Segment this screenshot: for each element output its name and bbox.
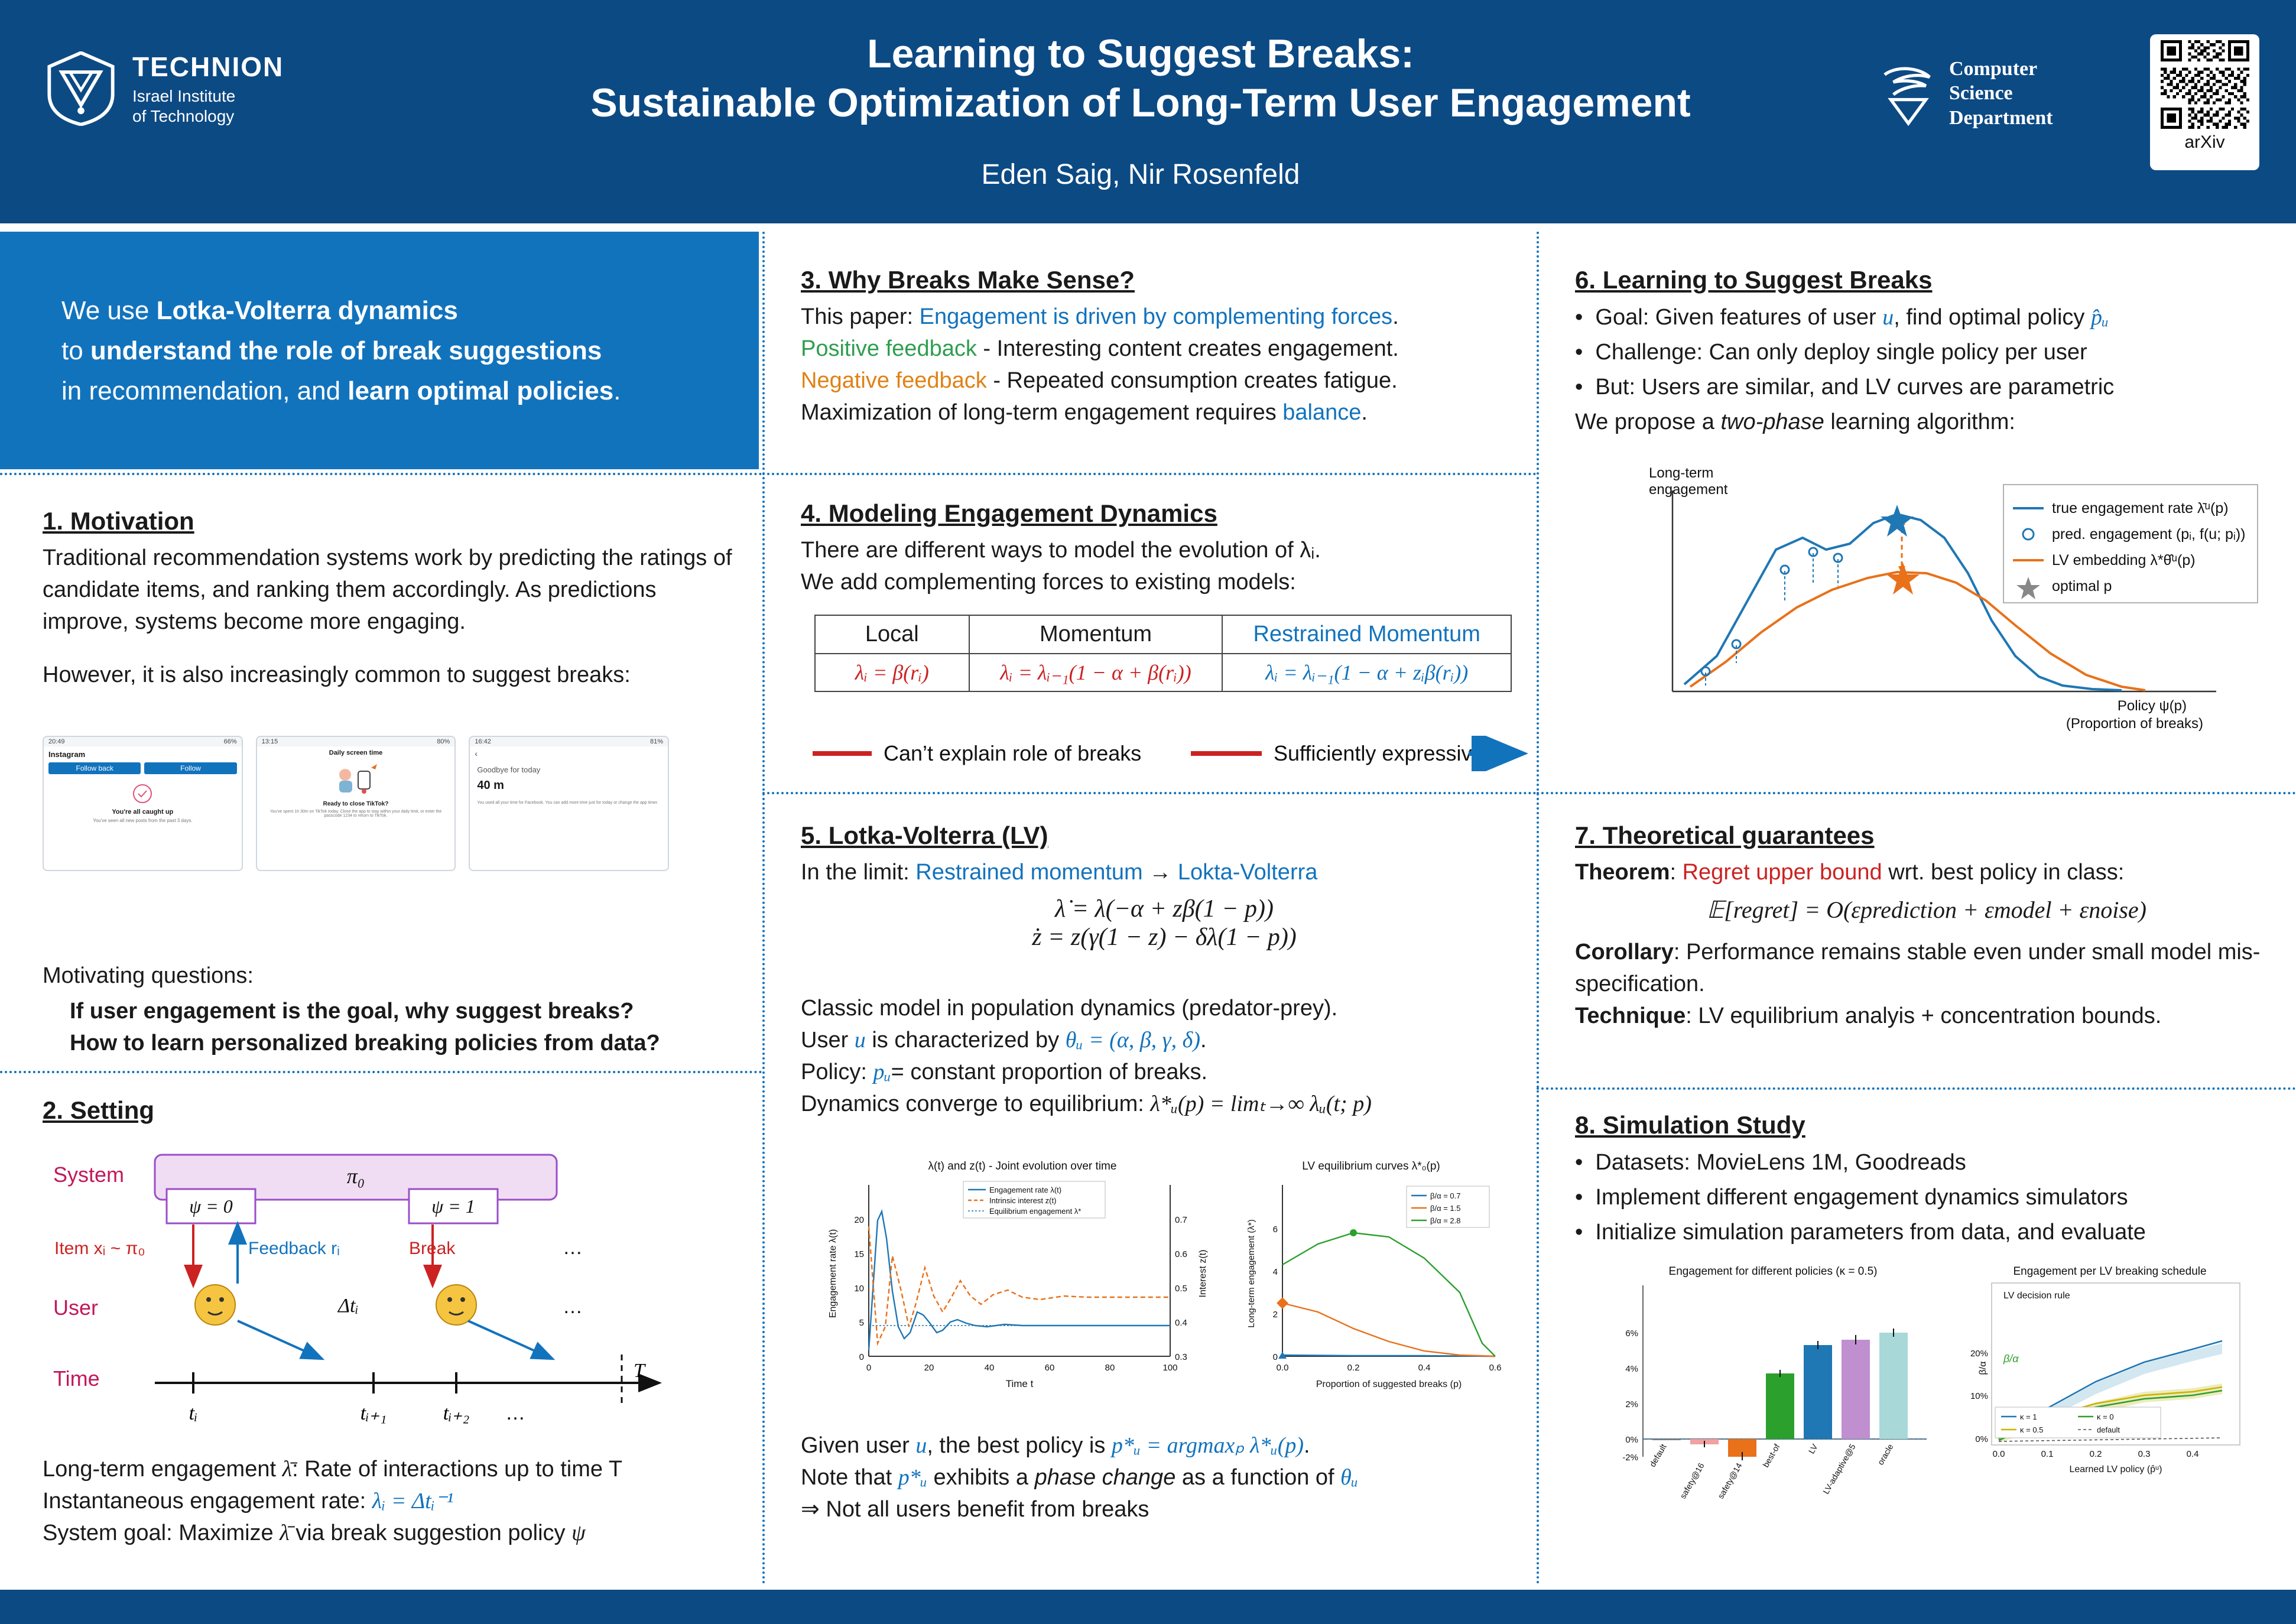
section-5-title: 5. Lotka-Volterra (LV) — [801, 821, 1048, 849]
svg-text:0.0: 0.0 — [1276, 1363, 1289, 1373]
svg-text:β/α: β/α — [1978, 1361, 1988, 1375]
sec3-l2b: - Interesting content creates engagement. — [976, 336, 1399, 361]
divider-sec1-sec2 — [0, 1071, 762, 1073]
svg-text:80: 80 — [1105, 1363, 1115, 1373]
sec5-limit-b: Restrained momentum — [915, 860, 1143, 885]
models-table — [814, 615, 1512, 692]
svg-text:Proportion of suggested breaks: Proportion of suggested breaks (p) — [1316, 1379, 1462, 1389]
sec2-foot3c: via break suggestion policy — [289, 1520, 572, 1545]
motivating-questions — [43, 960, 740, 1060]
section-1-paragraph-2: However, it is also increasingly common to suggest breaks: — [43, 662, 631, 687]
bar-lv — [1804, 1345, 1832, 1439]
chart8-left-title: Engagement for different policies (κ = 0.5) — [1668, 1265, 1878, 1278]
svg-text:Learned LV policy (p̂ᵘ): Learned LV policy (p̂ᵘ) — [2069, 1464, 2162, 1474]
sec5-p2c: is characterized by — [865, 1027, 1066, 1053]
sec5-c2d: phase change — [1034, 1464, 1176, 1490]
divider-sec3-sec4 — [762, 473, 1537, 475]
section-setting — [43, 1096, 752, 1132]
sec5-equation-2: ż = z(γ(1 − z) − δλ(1 − p)) — [1032, 923, 1297, 951]
setting-diagram — [43, 1146, 740, 1457]
section-4-title: 4. Modeling Engagement Dynamics — [801, 499, 1217, 527]
sec5-c1c: , the best policy is — [927, 1433, 1112, 1458]
section-8-bullets — [1575, 1146, 2278, 1249]
phone3-title: Goodbye for today — [477, 765, 541, 774]
intro-l3c: . — [613, 376, 621, 406]
sec2-foot3b: λ̄ — [280, 1520, 290, 1545]
divider-sec7-sec8 — [1537, 1087, 2296, 1090]
svg-text:Item xᵢ ~ π₀: Item xᵢ ~ π₀ — [54, 1239, 145, 1258]
svg-text:β/α = 2.8: β/α = 2.8 — [1430, 1216, 1461, 1225]
technion-emblem-icon — [46, 51, 116, 126]
svg-text:20: 20 — [924, 1363, 934, 1373]
svg-text:20%: 20% — [1970, 1349, 1988, 1359]
sec5-limit-line — [801, 857, 1528, 889]
svg-text:tᵢ: tᵢ — [189, 1402, 198, 1424]
svg-text:tᵢ₊₂: tᵢ₊₂ — [443, 1402, 470, 1424]
sec6-line-4 — [1575, 406, 2272, 439]
sec6-bullet-3: • But: Users are similar, and LV curves are parametric — [1575, 375, 2115, 400]
section-modeling — [801, 499, 1528, 599]
chart-joint-title: λ(t) and z(t) - Joint evolution over time — [928, 1160, 1117, 1172]
sec6-b3: But: Users are similar, and LV curves are parametric — [1595, 375, 2115, 400]
svg-text:0: 0 — [1272, 1352, 1278, 1362]
cs-swoosh-icon — [1879, 61, 1936, 126]
sec7-thm-b: Regret upper bound — [1682, 860, 1882, 885]
sec5-paragraph-1: Classic model in population dynamics (predator-prey). — [801, 996, 1338, 1021]
svg-text:T: T — [634, 1360, 645, 1382]
svg-text:Long-term engagement (λ*): Long-term engagement (λ*) — [1246, 1219, 1256, 1328]
svg-text:0.4: 0.4 — [1418, 1363, 1431, 1373]
sec7-corollary-line — [1575, 937, 2278, 1001]
sec5-paragraph-2 — [801, 1025, 1528, 1057]
sec6-bullet-1: • Goal: Given features of user u, find optimal policy p̂ᵤ — [1575, 305, 2109, 330]
sec8-bullet-3: • Initialize simulation parameters from data, and evaluate — [1575, 1220, 2146, 1245]
svg-text:Engagement rate λ(t): Engagement rate λ(t) — [828, 1229, 838, 1318]
svg-text:10%: 10% — [1970, 1391, 1988, 1401]
bar-label-safety16: safety@16 — [1678, 1461, 1706, 1500]
sec2-foot-1 — [43, 1454, 769, 1486]
check-circle-icon — [132, 784, 152, 804]
sec2-foot3d: ψ — [571, 1520, 586, 1545]
sec5-limit-d: Lokta-Volterra — [1177, 860, 1318, 885]
chart6-ylabel-line2: engagement — [1649, 482, 1728, 498]
svg-text:0%: 0% — [1625, 1435, 1638, 1445]
svg-text:Engagement rate λ(t): Engagement rate λ(t) — [989, 1185, 1062, 1194]
svg-text:40: 40 — [984, 1363, 995, 1373]
svg-text:π₀: π₀ — [346, 1164, 365, 1188]
sec3-l2a: Positive feedback — [801, 336, 977, 361]
sec2-foot-3 — [43, 1518, 769, 1550]
sec5-limit-c: → — [1142, 860, 1178, 885]
table-cell-local-eq: λᵢ = β(rᵢ) — [815, 654, 969, 691]
sec6-b1c: , find optimal policy — [1894, 305, 2091, 330]
bar-oracle — [1879, 1333, 1908, 1439]
svg-text:0: 0 — [866, 1363, 872, 1373]
optimal-star-lv — [1886, 563, 1920, 595]
bar-label-best-of: best-of — [1761, 1442, 1782, 1469]
intro-l3a: in recommendation, and — [61, 376, 348, 406]
table-cell-momentum-eq: λᵢ = λᵢ₋₁(1 − α + β(rᵢ)) — [969, 654, 1223, 691]
optimal-star-true — [1881, 505, 1914, 537]
sec7-equation: 𝔼[regret] = O(εprediction + εmodel + εnoise) — [1706, 896, 2146, 923]
arxiv-label: arXiv — [2184, 132, 2225, 152]
intro-l2a: to — [61, 336, 90, 366]
svg-text:0.0: 0.0 — [1992, 1449, 2005, 1459]
svg-text:4: 4 — [1272, 1267, 1278, 1277]
phone3-subtext: You used all your time for Facebook. You can add more time just for today or change the app timer. — [477, 801, 658, 805]
table-header-restrained: Restrained Momentum — [1222, 615, 1511, 654]
intro-banner — [0, 232, 759, 469]
chart-lv-title: LV equilibrium curves λ*₀(p) — [1302, 1160, 1440, 1172]
sec3-l3a: Negative feedback — [801, 368, 987, 393]
svg-text:4%: 4% — [1625, 1364, 1638, 1374]
sec7-corollary-text: : Performance remains stable even under small model mis-specification. — [1575, 939, 2261, 996]
sec5-p2e: . — [1200, 1027, 1207, 1053]
phone1-caption: You're all caught up — [112, 808, 174, 816]
section-why-breaks — [801, 266, 1522, 429]
svg-text:κ = 0.5: κ = 0.5 — [2020, 1425, 2044, 1434]
sec5-c2b: p*ᵤ — [898, 1464, 927, 1490]
intro-l3b: learn optimal policies — [348, 376, 614, 406]
phone3-time: 16:42 — [475, 738, 491, 745]
expressiveness-legend — [801, 736, 1534, 771]
sec3-l4c: . — [1361, 399, 1368, 425]
break-illustration-icon — [327, 762, 384, 797]
svg-text:ψ = 1: ψ = 1 — [431, 1196, 475, 1217]
sec6-b2: Challenge: Can only deploy single policy per user — [1595, 340, 2087, 365]
svg-text:Interest z(t): Interest z(t) — [1198, 1249, 1208, 1298]
intro-l2b: understand the role of break suggestions — [90, 336, 602, 366]
legend-true-engagement: true engagement rate λ̄ᵘ(p) — [2052, 500, 2229, 517]
section-6-title: 6. Learning to Suggest Breaks — [1575, 266, 1933, 294]
arxiv-qr-code[interactable] — [2150, 34, 2259, 170]
svg-text:0: 0 — [859, 1352, 864, 1362]
section-3-title: 3. Why Breaks Make Sense? — [801, 266, 1135, 294]
sec3-l1c: . — [1392, 304, 1399, 329]
phone-screenshot-tiktok — [256, 736, 456, 871]
lv-series-1p5 — [1282, 1303, 1495, 1356]
svg-text:Time: Time — [53, 1366, 100, 1391]
svg-text:Intrinsic interest z(t): Intrinsic interest z(t) — [989, 1196, 1057, 1205]
divider-col2-col3 — [1537, 232, 1539, 1585]
section-1-title: 1. Motivation — [43, 507, 194, 535]
motivating-question-2: How to learn personalized breaking policies from data? — [70, 1030, 660, 1055]
table-row — [815, 654, 1511, 691]
phone1-app-name: Instagram — [48, 750, 86, 759]
sec5-p2a: User — [801, 1027, 855, 1053]
sec5-c1a: Given user — [801, 1433, 916, 1458]
sec7-technique-line — [1575, 1001, 2278, 1032]
sec2-foot3a: System goal: Maximize — [43, 1520, 280, 1545]
svg-text:Time t: Time t — [1005, 1378, 1034, 1389]
phone1-button-follow[interactable]: Follow — [144, 762, 236, 774]
intro-text — [61, 291, 723, 412]
svg-text:β/α = 1.5: β/α = 1.5 — [1430, 1204, 1461, 1213]
chart6-xlabel-line1: Policy ψ(p) — [2117, 698, 2187, 714]
intro-l1a: We use — [61, 296, 157, 325]
svg-text:ψ = 0: ψ = 0 — [189, 1196, 233, 1217]
chart6-ylabel-line1: Long-term — [1649, 465, 1714, 481]
sec4-paragraph-2: We add complementing forces to existing models: — [801, 569, 1296, 595]
title-line-2: Sustainable Optimization of Long-Term User Engagement — [590, 80, 1691, 125]
sec8-bullet-2: • Implement different engagement dynamics simulators — [1575, 1185, 2128, 1210]
sec3-l1b: Engagement is driven by complementing forces — [919, 304, 1393, 329]
chart8-beta-alpha-label: β/α — [2003, 1353, 2019, 1365]
simulation-charts — [1596, 1262, 2281, 1510]
sec2-foot1b: λ̄ — [282, 1457, 293, 1482]
svg-text:0.5: 0.5 — [1175, 1284, 1187, 1294]
svg-text:0.7: 0.7 — [1175, 1215, 1187, 1225]
two-phase-algorithm-chart — [1590, 455, 2287, 745]
sec3-l1a: This paper: — [801, 304, 920, 329]
svg-text:60: 60 — [1044, 1363, 1055, 1373]
section-2-title: 2. Setting — [43, 1096, 155, 1124]
cs-line-2: Science — [1949, 82, 2013, 105]
sec2-foot-2 — [43, 1486, 769, 1518]
technion-logo — [46, 51, 284, 126]
sec5-equation-1: λ̇ = λ(−α + zβ(1 − p)) — [1054, 895, 1274, 923]
sec4-paragraph-1: There are different ways to model the evolution of λᵢ. — [801, 538, 1321, 563]
svg-text:0%: 0% — [1975, 1434, 1988, 1444]
lv-charts — [816, 1155, 1513, 1409]
svg-text:15: 15 — [854, 1249, 864, 1259]
sec6-b1a: Goal: Given features of user — [1595, 305, 1883, 330]
svg-text:0.2: 0.2 — [1347, 1363, 1360, 1373]
phone3-battery: 81% — [649, 738, 664, 745]
svg-text:β/α = 0.7: β/α = 0.7 — [1430, 1191, 1461, 1200]
technion-sub1: Israel Institute — [132, 87, 236, 105]
sec7-technique-label: Technique — [1575, 1003, 1686, 1028]
svg-text:Sufficiently expressive: Sufficiently expressive — [1274, 741, 1484, 765]
section-lotka-volterra — [801, 821, 1528, 951]
cs-line-1: Computer — [1949, 58, 2038, 80]
section-5-conclusion — [801, 1430, 1528, 1526]
sec5-c2e: as a function of — [1175, 1464, 1341, 1490]
svg-text:5: 5 — [859, 1318, 864, 1328]
phone1-button-follow-back[interactable]: Follow back — [48, 762, 141, 774]
intro-l1b: Lotka-Volterra dynamics — [156, 296, 458, 325]
phone-screenshot-facebook — [469, 736, 669, 871]
sec6-bullet-2: • Challenge: Can only deploy single policy per user — [1575, 340, 2087, 365]
svg-text:6%: 6% — [1625, 1329, 1638, 1339]
sec6-b1d: p̂ᵤ — [2090, 305, 2109, 330]
svg-text:0.3: 0.3 — [1175, 1352, 1187, 1362]
phone2-time: 13:15 — [261, 738, 278, 745]
phone2-subtext: You've spent 1h 30m on TikTok today. Close the app to stay within your daily limit, or enter the passcode 1234 to return to TikTok. — [269, 810, 442, 818]
sec2-foot1c: : Rate of interactions up to time T — [292, 1457, 623, 1482]
sec5-p3a: Policy: — [801, 1059, 873, 1084]
poster-header — [0, 0, 2296, 223]
back-arrow-icon[interactable]: ‹ — [475, 749, 478, 758]
svg-text:tᵢ₊₁: tᵢ₊₁ — [360, 1402, 387, 1424]
sec6-b4a: We propose a — [1575, 410, 1721, 435]
bar-label-safety14: safety@14 — [1716, 1461, 1744, 1500]
phone2-title: Daily screen time — [329, 749, 383, 756]
table-header-momentum: Momentum — [969, 615, 1223, 654]
technion-sub2: of Technology — [132, 107, 235, 126]
svg-text:0.6: 0.6 — [1175, 1249, 1187, 1259]
svg-text:default: default — [2097, 1425, 2120, 1434]
sec5-limit-a: In the limit: — [801, 860, 916, 885]
section-learning-to-suggest — [1575, 266, 2272, 441]
divider-sec4-sec5 — [762, 792, 1537, 794]
svg-text:κ = 1: κ = 1 — [2020, 1412, 2037, 1421]
phone2-battery: 80% — [437, 738, 450, 745]
title-line-1: Learning to Suggest Breaks: — [867, 31, 1414, 76]
svg-text:0.6: 0.6 — [1489, 1363, 1502, 1373]
bar-default — [1652, 1439, 1681, 1440]
section-motivation — [43, 507, 740, 691]
sec5-p4a: Dynamics converge to equilibrium: — [801, 1091, 1151, 1116]
section-6-bullets — [1575, 301, 2272, 439]
authors: Eden Saig, Nir Rosenfeld — [981, 159, 1300, 190]
phone-screenshot-row — [43, 736, 669, 869]
sec3-l4b: balance — [1282, 399, 1362, 425]
sec8-bullet-1: • Datasets: MovieLens 1M, Goodreads — [1575, 1150, 1966, 1175]
sec5-p2b: u — [854, 1027, 866, 1053]
bar-label-lv: LV — [1806, 1442, 1820, 1456]
bar-lv-adaptive — [1842, 1340, 1870, 1439]
sec3-line-3 — [801, 365, 1522, 397]
svg-text:…: … — [563, 1236, 583, 1259]
legend-optimal-p: optimal p — [2052, 578, 2112, 595]
section-theoretical-guarantees — [1575, 821, 2278, 1032]
sec6-b4b: two-phase — [1720, 410, 1824, 435]
svg-text:6: 6 — [1272, 1225, 1278, 1235]
sec5-conclusion-1 — [801, 1430, 1528, 1462]
svg-text:100: 100 — [1162, 1363, 1178, 1373]
section-7-title: 7. Theoretical guarantees — [1575, 821, 1875, 849]
sec3-line-1 — [801, 301, 1522, 333]
phone1-time: 20:49 — [48, 738, 65, 745]
sec3-line-2 — [801, 333, 1522, 365]
sec8-b3: Initialize simulation parameters from data, and evaluate — [1595, 1220, 2146, 1245]
cs-department-logo — [1879, 57, 2053, 130]
sec3-line-4 — [801, 397, 1522, 429]
phone-screenshot-instagram — [43, 736, 243, 871]
sec8-b1: Datasets: MovieLens 1M, Goodreads — [1595, 1150, 1966, 1175]
table-header-local: Local — [815, 615, 969, 654]
svg-text:Feedback rᵢ: Feedback rᵢ — [248, 1239, 340, 1258]
svg-text:0.2: 0.2 — [2089, 1449, 2102, 1459]
qr-code-icon — [2161, 40, 2249, 129]
sec5-c1b: u — [915, 1433, 927, 1458]
technion-name: TECHNION — [132, 51, 284, 82]
svg-text:0.1: 0.1 — [2041, 1449, 2054, 1459]
section-simulation-study — [1575, 1111, 2278, 1251]
page-title — [449, 30, 1832, 128]
bar-label-default: default — [1647, 1442, 1668, 1469]
bar-label-oracle: oracle — [1875, 1442, 1895, 1467]
phone3-big-value: 40 m — [477, 779, 504, 792]
sec2-foot2b: λᵢ = Δtᵢ⁻¹ — [372, 1488, 454, 1513]
sec7-corollary-label: Corollary — [1575, 939, 1674, 964]
sec7-theorem-label: Theorem — [1575, 860, 1670, 885]
svg-text:Break: Break — [409, 1239, 456, 1258]
bar-label-lv-adaptive: LV-adaptive@5 — [1821, 1442, 1857, 1496]
section-1-paragraph-1: Traditional recommendation systems work by predicting the ratings of candidate items, and ranking them accordingly. As predictions improve, systems become more engaging. — [43, 545, 732, 634]
legend-lv-embedding: LV embedding λ*θ̂ᵘ(p) — [2052, 552, 2196, 569]
cs-line-3: Department — [1949, 106, 2053, 129]
svg-text:User: User — [53, 1295, 99, 1320]
svg-text:System: System — [53, 1162, 125, 1187]
sec5-c2c: exhibits a — [927, 1464, 1035, 1490]
bar-best-of — [1766, 1373, 1794, 1439]
sec2-foot2a: Instantaneous engagement rate: — [43, 1488, 372, 1513]
sec5-paragraph-3 — [801, 1057, 1528, 1089]
svg-text:0.3: 0.3 — [2138, 1449, 2151, 1459]
lv-series-2p8 — [1282, 1233, 1495, 1356]
sec5-p4b: λ*ᵤ(p) = limₜ→∞ λᵤ(t; p) — [1150, 1091, 1372, 1116]
sec5-c2f: θᵤ — [1340, 1464, 1358, 1490]
divider-col1-col2 — [762, 232, 765, 1585]
sec7-thm-c: wrt. best policy in class: — [1882, 860, 2125, 885]
phone1-battery: 66% — [223, 738, 237, 745]
svg-text:-2%: -2% — [1622, 1453, 1638, 1463]
sec5-p3b: pᵤ — [873, 1059, 891, 1084]
sec8-b2: Implement different engagement dynamics simulators — [1595, 1185, 2128, 1210]
sec5-c1d: p*ᵤ = argmaxₚ λ*ᵤ(p) — [1111, 1433, 1304, 1458]
svg-text:0.4: 0.4 — [2186, 1449, 2199, 1459]
svg-text:2: 2 — [1272, 1310, 1278, 1320]
table-cell-restrained-eq: λᵢ = λᵢ₋₁(1 − α + zᵢβ(rᵢ)) — [1222, 654, 1511, 691]
sec5-conclusion-2 — [801, 1462, 1528, 1494]
legend-pred-engagement: pred. engagement (pᵢ, f(u; pᵢ)) — [2052, 526, 2246, 543]
svg-text:0.4: 0.4 — [1175, 1318, 1187, 1328]
chart8-annotation: LV decision rule — [2003, 1291, 2070, 1301]
section-5-description — [801, 993, 1528, 1120]
divider-intro-sec1 — [0, 473, 762, 475]
svg-text:2%: 2% — [1625, 1399, 1638, 1409]
chart6-xlabel-line2: (Proportion of breaks) — [2066, 716, 2203, 732]
svg-text:…: … — [505, 1402, 525, 1424]
motivating-questions-intro: Motivating questions: — [43, 963, 254, 988]
sec2-foot1a: Long-term engagement — [43, 1457, 282, 1482]
sec5-c1e: . — [1304, 1433, 1310, 1458]
divider-sec6-sec7 — [1537, 792, 2296, 794]
svg-text:Can’t explain role of breaks: Can’t explain role of breaks — [884, 741, 1142, 765]
svg-text:Equilibrium engagement λ*: Equilibrium engagement λ* — [989, 1207, 1082, 1216]
sec5-p3c: = constant proportion of breaks. — [891, 1059, 1208, 1084]
sec6-b4c: learning algorithm: — [1824, 410, 2015, 435]
section-8-title: 8. Simulation Study — [1575, 1111, 1805, 1139]
table-header-row — [815, 615, 1511, 654]
sec3-l3b: - Repeated consumption creates fatigue. — [986, 368, 1398, 393]
sec5-paragraph-4 — [801, 1089, 1528, 1120]
phone1-subtext: You've seen all new posts from the past 3 days. — [93, 818, 193, 823]
phone2-caption: Ready to close TikTok? — [323, 801, 389, 807]
sec6-b1b: u — [1882, 305, 1894, 330]
svg-text:20: 20 — [854, 1215, 864, 1225]
svg-text:…: … — [563, 1295, 583, 1318]
svg-text:10: 10 — [854, 1284, 864, 1294]
sec5-conclusion-3: ⇒ Not all users benefit from breaks — [801, 1496, 1149, 1522]
svg-text:κ = 0: κ = 0 — [2097, 1412, 2114, 1421]
sec7-theorem-line — [1575, 857, 2278, 889]
sec7-thm-a: : — [1670, 860, 1683, 885]
poster-footer — [0, 1590, 2296, 1624]
sec5-c2a: Note that — [801, 1464, 898, 1490]
sec3-l4a: Maximization of long-term engagement requires — [801, 399, 1283, 425]
sec5-p2d: θᵤ = (α, β, γ, δ) — [1065, 1027, 1200, 1053]
motivating-question-1: If user engagement is the goal, why suggest breaks? — [70, 998, 634, 1024]
sec7-technique-text: : LV equilibrium analyis + concentration bounds. — [1686, 1003, 2162, 1028]
chart8-right-title: Engagement per LV breaking schedule — [2013, 1265, 2207, 1278]
svg-text:Δtᵢ: Δtᵢ — [338, 1295, 359, 1317]
section-2-footnotes — [43, 1454, 769, 1550]
